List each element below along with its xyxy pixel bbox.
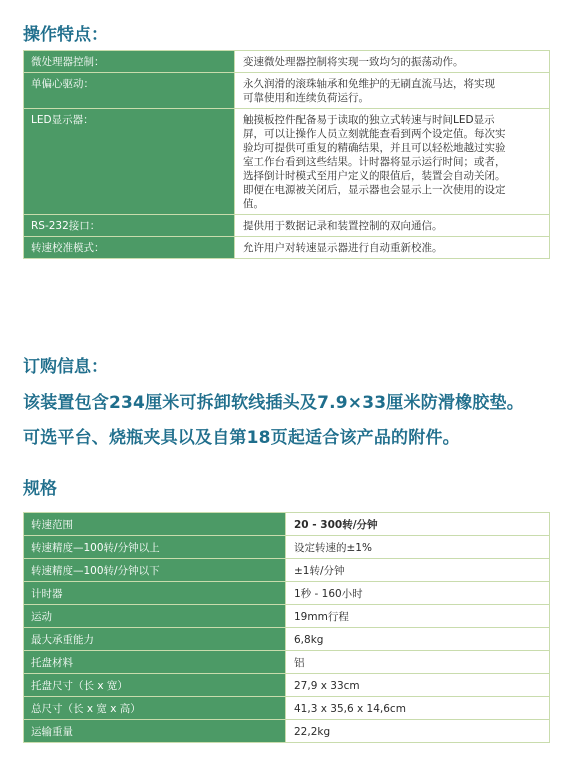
table-row [24,215,550,237]
table-row [24,674,550,697]
feature-value: 触摸板控件配备易于读取的独立式转速与时间LED显示屏，可以让操作人员立刻就能查看到两个设定值。每次实验均可提供可重复的精确结果，并且可以轻松地越过实验室工作台看到这些结果。计时器将显示运行时间；或者，选择倒计时模式至用户定义的限值后，装置会自动关闭。即便在电源被关闭后，显示器也会显示上一次使用的设定值。 [235,109,550,215]
ordering-line-1: 该装置包含234厘米可拆卸软线插头及7.9×33厘米防滑橡胶垫。 [23,393,524,413]
table-row [24,536,550,559]
spec-key: 转速精度—100转/分钟以下 [24,559,286,582]
feature-key: 微处理器控制： [24,51,235,73]
specs-table [23,512,550,743]
spec-key: 运输重量 [24,720,286,743]
specs-heading: 规格 [23,479,57,499]
spec-key: 计时器 [24,582,286,605]
spec-key: 托盘尺寸（长 x 宽） [24,674,286,697]
spec-value: 22,2kg [286,720,550,743]
feature-value: 永久润滑的滚珠轴承和免维护的无刷直流马达，将实现可靠使用和连续负荷运行。 [235,73,550,109]
spec-value: 41,3 x 35,6 x 14,6cm [286,697,550,720]
feature-value: 变速微处理器控制将实现一致均匀的振荡动作。 [235,51,550,73]
feature-key: LED显示器： [24,109,235,215]
feature-value: 提供用于数据记录和装置控制的双向通信。 [235,215,550,237]
feature-value: 允许用户对转速显示器进行自动重新校准。 [235,237,550,259]
table-row [24,237,550,259]
spec-value: 设定转速的±1% [286,536,550,559]
spec-value: 铝 [286,651,550,674]
spec-key: 托盘材料 [24,651,286,674]
feature-key: 单偏心驱动： [24,73,235,109]
feature-key: 转速校准模式： [24,237,235,259]
table-row [24,720,550,743]
ordering-heading: 订购信息： [23,357,108,377]
spec-value: 19mm行程 [286,605,550,628]
table-row [24,513,550,536]
spec-value: 27,9 x 33cm [286,674,550,697]
spec-key: 转速范围 [24,513,286,536]
spec-value: 1秒 - 160小时 [286,582,550,605]
spec-key: 运动 [24,605,286,628]
table-row [24,73,550,109]
spec-value: 20 - 300转/分钟 [286,513,550,536]
table-row [24,605,550,628]
table-row [24,559,550,582]
table-row [24,628,550,651]
features-heading: 操作特点： [23,25,108,45]
table-row [24,697,550,720]
spec-key: 转速精度—100转/分钟以上 [24,536,286,559]
spec-key: 最大承重能力 [24,628,286,651]
table-row [24,651,550,674]
features-table [23,50,550,259]
table-row [24,109,550,215]
feature-key: RS-232接口： [24,215,235,237]
spec-value: ±1转/分钟 [286,559,550,582]
table-row [24,582,550,605]
ordering-line-2: 可选平台、烧瓶夹具以及自第18页起适合该产品的附件。 [23,428,460,448]
table-row [24,51,550,73]
spec-value: 6,8kg [286,628,550,651]
spec-key: 总尺寸（长 x 宽 x 高） [24,697,286,720]
